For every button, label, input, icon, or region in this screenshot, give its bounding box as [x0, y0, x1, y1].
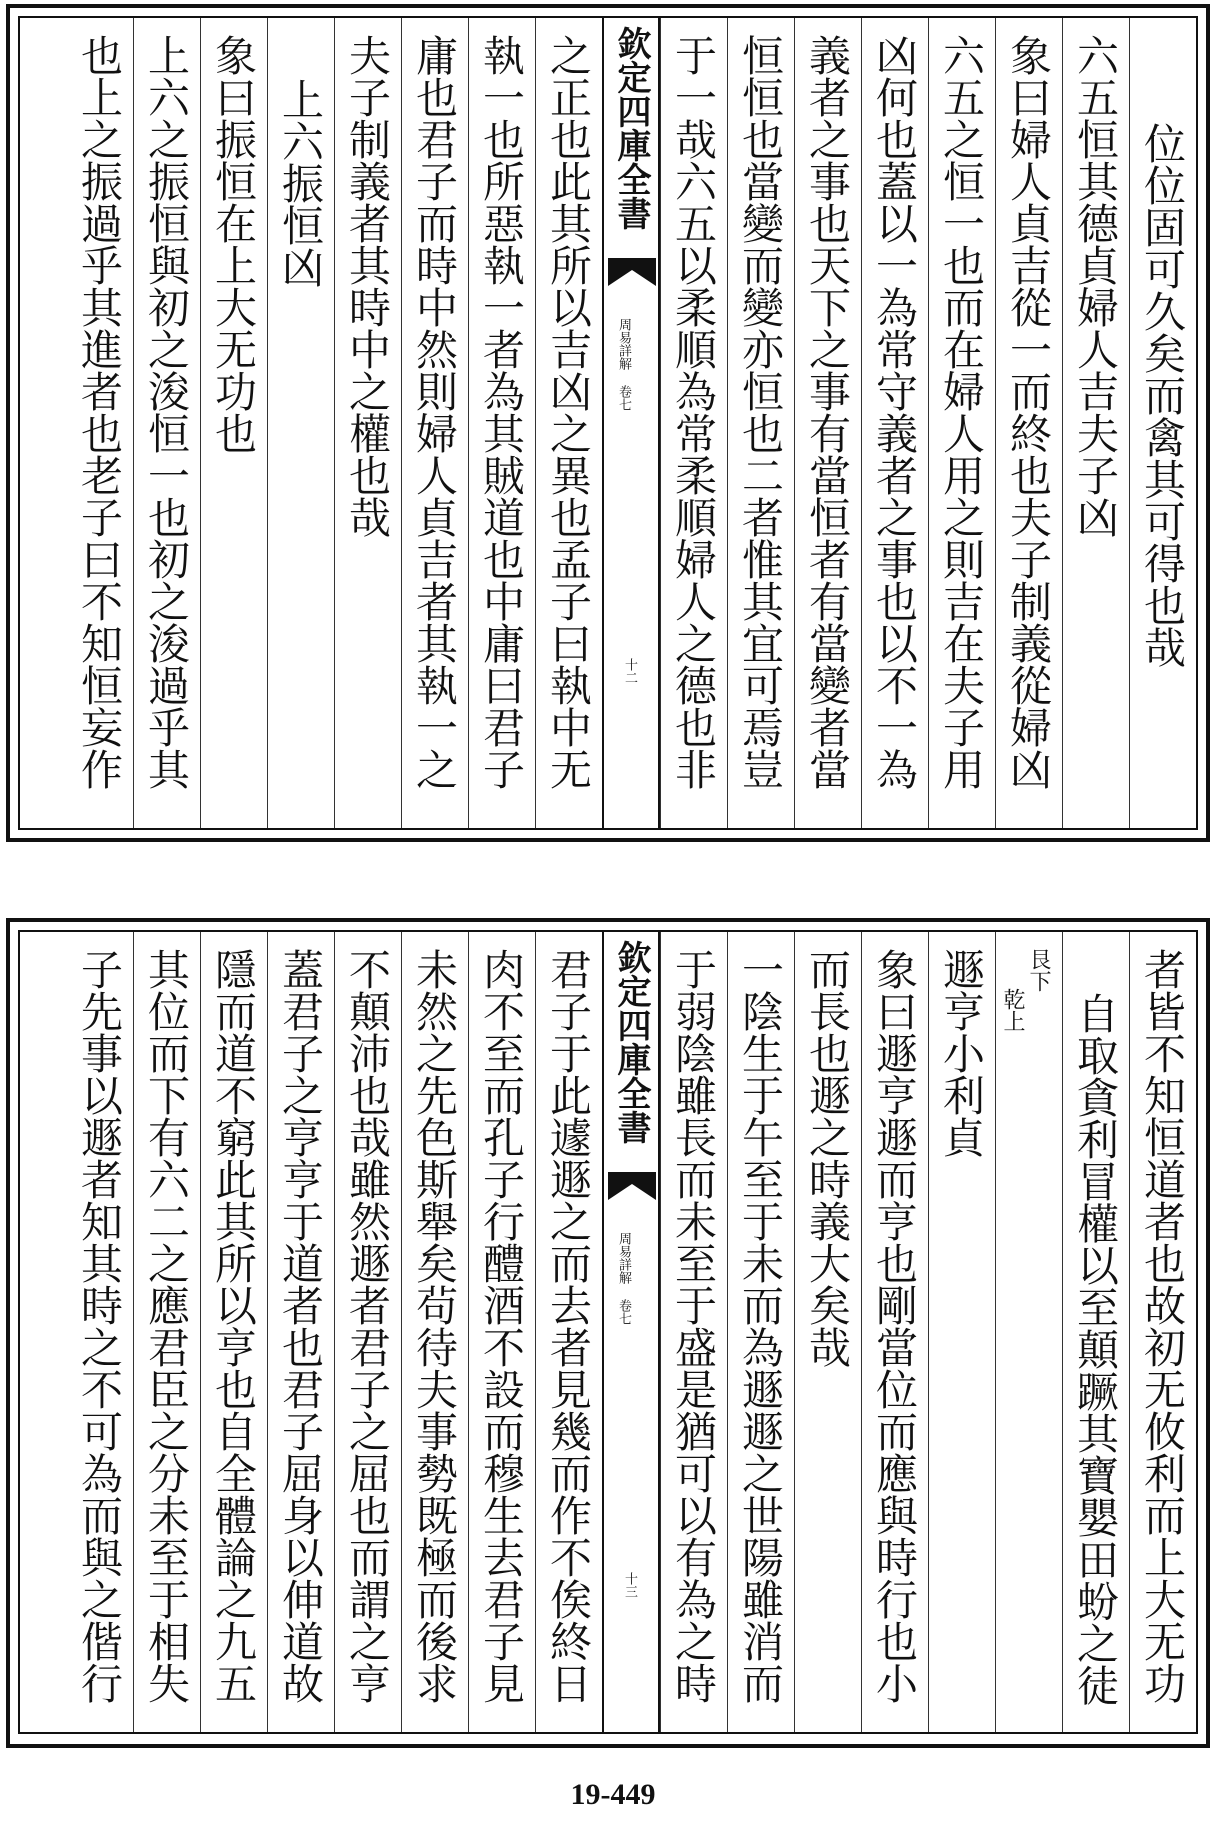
hexagram-title: 遯亨小利貞 [937, 948, 986, 1158]
text-column: 象曰振恒在上大无功也 [200, 18, 267, 828]
trigram-labels [996, 940, 1056, 1060]
text-column: 象曰遯亨遯而亨也剛當位而應與時行也小 [861, 932, 928, 1732]
text-column: 君子于此遽遯之而去者見幾而作不俟終日 [535, 932, 602, 1732]
bottom-page [6, 918, 1210, 1748]
text-column: 庸也君子而時中然則婦人貞吉者其執一之 [401, 18, 468, 828]
text-column: 上六振恒凶 [267, 18, 334, 828]
top-page [6, 4, 1210, 842]
text-column: 義者之事也天下之事有當恒者有當變者當 [794, 18, 861, 828]
upper-trigram-label: 乾上 [1000, 988, 1025, 1032]
text-column: 于一哉六五以柔順為常柔順婦人之德也非 [660, 18, 727, 828]
text-column: 者皆不知恒道者也故初无攸利而上大无功 [1129, 932, 1196, 1732]
text-column: 之正也此其所以吉凶之異也孟子曰執中无 [535, 18, 602, 828]
text-column: 一陰生于午至于未而為遯遯之世陽雖消而 [727, 932, 794, 1732]
fishtail-mark-icon [608, 258, 656, 286]
page-number: 十三 [622, 1572, 637, 1598]
text-column [928, 932, 995, 1732]
fishtail-mark-icon [608, 1172, 656, 1200]
text-column: 肉不至而孔子行醴酒不設而穆生去君子見 [468, 932, 535, 1732]
book-title: 欽定四庫全書 [611, 26, 651, 230]
page-number: 十二 [622, 658, 637, 684]
text-column: 夫子制義者其時中之權也哉 [334, 18, 401, 828]
text-column: 未然之先色斯舉矣茍待夫事勢既極而後求 [401, 932, 468, 1732]
page-center-strip [602, 18, 660, 828]
text-column: 六五恒其德貞婦人吉夫子凶 [1062, 18, 1129, 828]
text-column: 上六之振恒與初之浚恒一也初之浚過乎其 [133, 18, 200, 828]
text-column: 而長也遯之時義大矣哉 [794, 932, 861, 1732]
text-column: 其位而下有六二之應君臣之分未至于相失 [133, 932, 200, 1732]
text-column: 恒恒也當變而變亦恒也二者惟其宜可焉豈 [727, 18, 794, 828]
text-column: 執一也所惡執一者為其賊道也中庸曰君子 [468, 18, 535, 828]
page-footer-number: 19-449 [570, 1778, 656, 1811]
book-title: 欽定四庫全書 [611, 940, 651, 1144]
text-column: 子先事以遯者知其時之不可為而與之偕行 [75, 948, 124, 1704]
text-column: 象曰婦人貞吉從一而終也夫子制義從婦凶 [995, 18, 1062, 828]
text-column: 也上之振過乎其進者也老子曰不知恒妄作 [75, 34, 124, 790]
text-column: 蓋君子之亨亨于道者也君子屈身以伸道故 [267, 932, 334, 1732]
chapter-label: 周易詳解 卷七 [616, 1232, 631, 1325]
text-column: 不顛沛也哉雖然遯者君子之屈也而謂之亨 [334, 932, 401, 1732]
lower-trigram-label: 艮下 [1026, 948, 1051, 992]
text-column: 位位固可久矣而禽其可得也哉 [1129, 18, 1196, 828]
bottom-page-frame [18, 930, 1198, 1734]
text-column: 隱而道不窮此其所以亨也自全體論之九五 [200, 932, 267, 1732]
page-center-strip [602, 932, 660, 1732]
text-column: 自取貪利冒權以至顛蹶其寶嬰田蚡之徒 [1062, 932, 1129, 1732]
text-column: 凶何也蓋以一為常守義者之事也以不一為 [861, 18, 928, 828]
top-page-frame [18, 16, 1198, 830]
top-page-columns [20, 18, 1196, 828]
text-column: 六五之恒一也而在婦人用之則吉在夫子用 [928, 18, 995, 828]
chapter-label: 周易詳解 卷七 [616, 318, 631, 411]
text-column: 于弱陰雖長而未至于盛是猶可以有為之時 [660, 932, 727, 1732]
